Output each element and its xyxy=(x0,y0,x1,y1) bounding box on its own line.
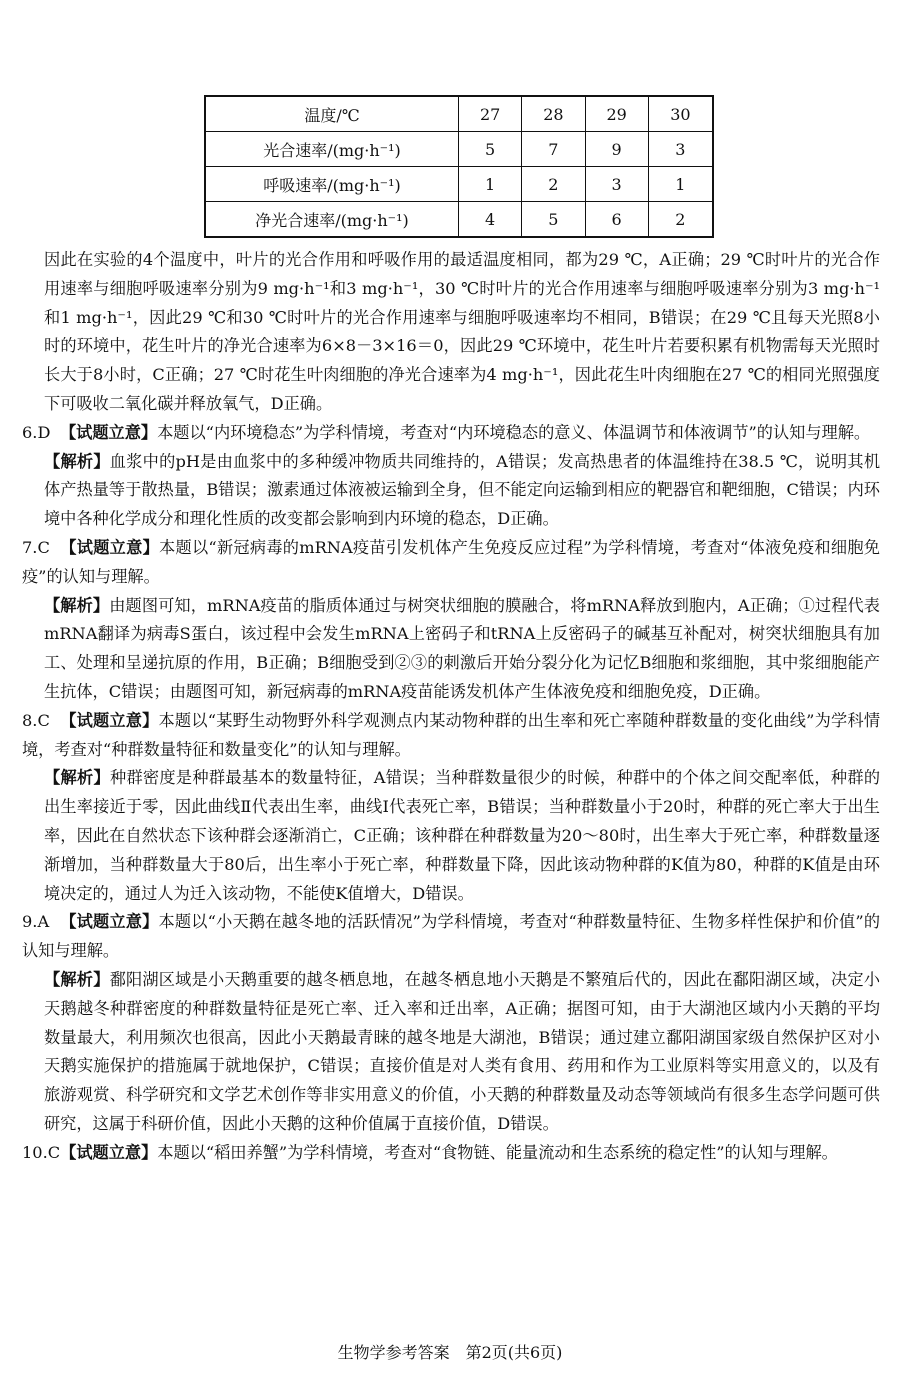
value-cell: 3 xyxy=(585,167,648,202)
answer-item xyxy=(22,1139,880,1168)
answer-item xyxy=(22,908,880,966)
answer-number: 7.C xyxy=(22,537,50,557)
answer-items xyxy=(22,419,880,1168)
analysis-paragraph xyxy=(22,448,880,534)
row-label-cell: 呼吸速率/(mg·h⁻¹) xyxy=(205,167,459,202)
purpose-tag: 【试题立意】 xyxy=(60,912,159,932)
analysis-tag: 【解析】 xyxy=(44,768,110,788)
value-cell: 2 xyxy=(522,167,585,202)
answer-number: 9.A xyxy=(22,912,50,932)
table-row xyxy=(205,132,713,167)
row-label-cell: 净光合速率/(mg·h⁻¹) xyxy=(205,202,459,238)
value-cell: 6 xyxy=(585,202,648,238)
analysis-tag: 【解析】 xyxy=(44,451,110,471)
table-header-row xyxy=(205,96,713,132)
analysis-paragraph xyxy=(22,966,880,1139)
answer-number: 6.D xyxy=(22,422,51,442)
answer-item xyxy=(22,707,880,765)
temperature-rate-table xyxy=(204,95,714,238)
purpose-tag: 【试题立意】 xyxy=(60,537,160,557)
value-cell: 5 xyxy=(459,132,522,167)
answer-item xyxy=(22,534,880,592)
answer-number: 8.C xyxy=(22,710,50,730)
answer-body xyxy=(22,246,880,1168)
analysis-paragraph xyxy=(22,592,880,707)
purpose-tag: 【试题立意】 xyxy=(60,710,159,730)
value-cell: 1 xyxy=(648,167,713,202)
analysis-text: 血浆中的pH是由血浆中的多种缓冲物质共同维持的，A错误；发高热患者的体温维持在38.5 ℃，说明其机体产热量等于散热量，B错误；激素通过体液被运输到全身，但不能定向运输到相应的靶器官和靶细胞，C错误；内环境中各种化学成分和理化性质的改变都会影响到内环境的稳态，D正确。 xyxy=(44,451,881,529)
analysis-text: 由题图可知，mRNA疫苗的脂质体通过与树突状细胞的膜融合，将mRNA释放到胞内，A正确；①过程代表mRNA翻译为病毒S蛋白，该过程中会发生mRNA上密码子和tRNA上反密码子的碱基互补配对，树突状细胞具有加工、处理和呈递抗原的作用，B正确；B细胞受到②③的刺激后开始分裂分化为记忆B细胞和浆细胞，其中浆细胞能产生抗体，C错误；由题图可知，新冠病毒的mRNA疫苗能诱发机体产生体液免疫和细胞免疫，D正确。 xyxy=(44,595,880,701)
table-row xyxy=(205,167,713,202)
page-footer: 生物学参考答案 第2页(共6页) xyxy=(337,1343,563,1362)
table-row xyxy=(205,202,713,238)
row-label-cell: 温度/℃ xyxy=(205,96,459,132)
value-cell: 4 xyxy=(459,202,522,238)
value-cell: 7 xyxy=(522,132,585,167)
purpose-tag: 【试题立意】 xyxy=(60,1142,158,1162)
answer-number: 10.C xyxy=(22,1142,61,1162)
value-cell: 29 xyxy=(585,96,648,132)
purpose-text: 本题以“新冠病毒的mRNA疫苗引发机体产生免疫反应过程”为学科情境，考查对“体液免疫和细胞免疫”的认知与理解。 xyxy=(22,537,880,586)
value-cell: 3 xyxy=(648,132,713,167)
value-cell: 28 xyxy=(522,96,585,132)
value-cell: 1 xyxy=(459,167,522,202)
value-cell: 9 xyxy=(585,132,648,167)
analysis-text: 鄱阳湖区域是小天鹅重要的越冬栖息地，在越冬栖息地小天鹅是不繁殖后代的，因此在鄱阳湖区域，决定小天鹅越冬种群密度的种群数量特征是死亡率、迁入率和迁出率，A正确；据图可知，由于大湖池区域内小天鹅的平均数量最大，利用频次也很高，因此小天鹅最青睐的越冬地是大湖池，B错误；通过建立鄱阳湖国家级自然保护区对小天鹅实施保护的措施属于就地保护，C错误；直接价值是对人类有食用、药用和作为工业原料等实用意义的，以及有旅游观赏、科学研究和文学艺术创作等非实用意义的价值，小天鹅的种群数量及动态等领域尚有很多生态学问题可供研究，这属于科研价值，因此小天鹅的这种价值属于直接价值，D错误。 xyxy=(44,969,881,1133)
value-cell: 2 xyxy=(648,202,713,238)
analysis-text: 种群密度是种群最基本的数量特征，A错误；当种群数量很少的时候，种群中的个体之间交配率低，种群的出生率接近于零，因此曲线Ⅱ代表出生率，曲线Ⅰ代表死亡率，B错误；当种群数量小于20时，种群的死亡率大于出生率，因此在自然状态下该种群会逐渐消亡，C正确；该种群在种群数量为20～80时，出生率大于死亡率，种群数量逐渐增加，当种群数量大于80后，出生率小于死亡率，种群数量下降，因此该动物种群的K值为80，种群的K值是由环境决定的，通过人为迁入该动物，不能使K值增大，D错误。 xyxy=(44,768,881,903)
purpose-text: 本题以“小天鹅在越冬地的活跃情况”为学科情境，考查对“种群数量特征、生物多样性保护和价值”的认知与理解。 xyxy=(22,912,881,961)
intro-paragraph: 因此在实验的4个温度中，叶片的光合作用和呼吸作用的最适温度相同，都为29 ℃，A正确；29 ℃时叶片的光合作用速率与细胞呼吸速率分别为9 mg·h⁻¹和3 mg·h⁻¹，30 ℃时叶片的光合作用速率与细胞呼吸速率分别为3 mg·h⁻¹和1 mg·h⁻¹，因此29 ℃和30 ℃时叶片的光合作用速率与细胞呼吸速率均不相同，B错误；在29 ℃且每天光照8小时的环境中，花生叶片的净光合速率为6×8－3×16＝0，因此29 ℃环境中，花生叶片若要积累有机物需每天光照时长大于8小时，C正确；27 ℃时花生叶肉细胞的净光合速率为4 mg·h⁻¹，因此花生叶肉细胞在27 ℃的相同光照强度下可吸收二氧化碳并释放氧气，D正确。 xyxy=(44,250,880,413)
row-label-cell: 光合速率/(mg·h⁻¹) xyxy=(205,132,459,167)
answer-item xyxy=(22,419,880,448)
purpose-text: 本题以“稻田养蟹”为学科情境，考查对“食物链、能量流动和生态系统的稳定性”的认知与理解。 xyxy=(157,1142,838,1162)
analysis-tag: 【解析】 xyxy=(44,969,110,989)
value-cell: 30 xyxy=(648,96,713,132)
purpose-tag: 【试题立意】 xyxy=(60,422,158,442)
analysis-paragraph xyxy=(22,764,880,908)
table-body xyxy=(205,96,713,237)
purpose-text: 本题以“内环境稳态”为学科情境，考查对“内环境稳态的意义、体温调节和体液调节”的认知与理解。 xyxy=(157,422,871,442)
value-cell: 5 xyxy=(522,202,585,238)
value-cell: 27 xyxy=(459,96,522,132)
analysis-tag: 【解析】 xyxy=(44,595,110,615)
purpose-text: 本题以“某野生动物野外科学观测点内某动物种群的出生率和死亡率随种群数量的变化曲线”为学科情境，考查对“种群数量特征和数量变化”的认知与理解。 xyxy=(22,710,881,759)
